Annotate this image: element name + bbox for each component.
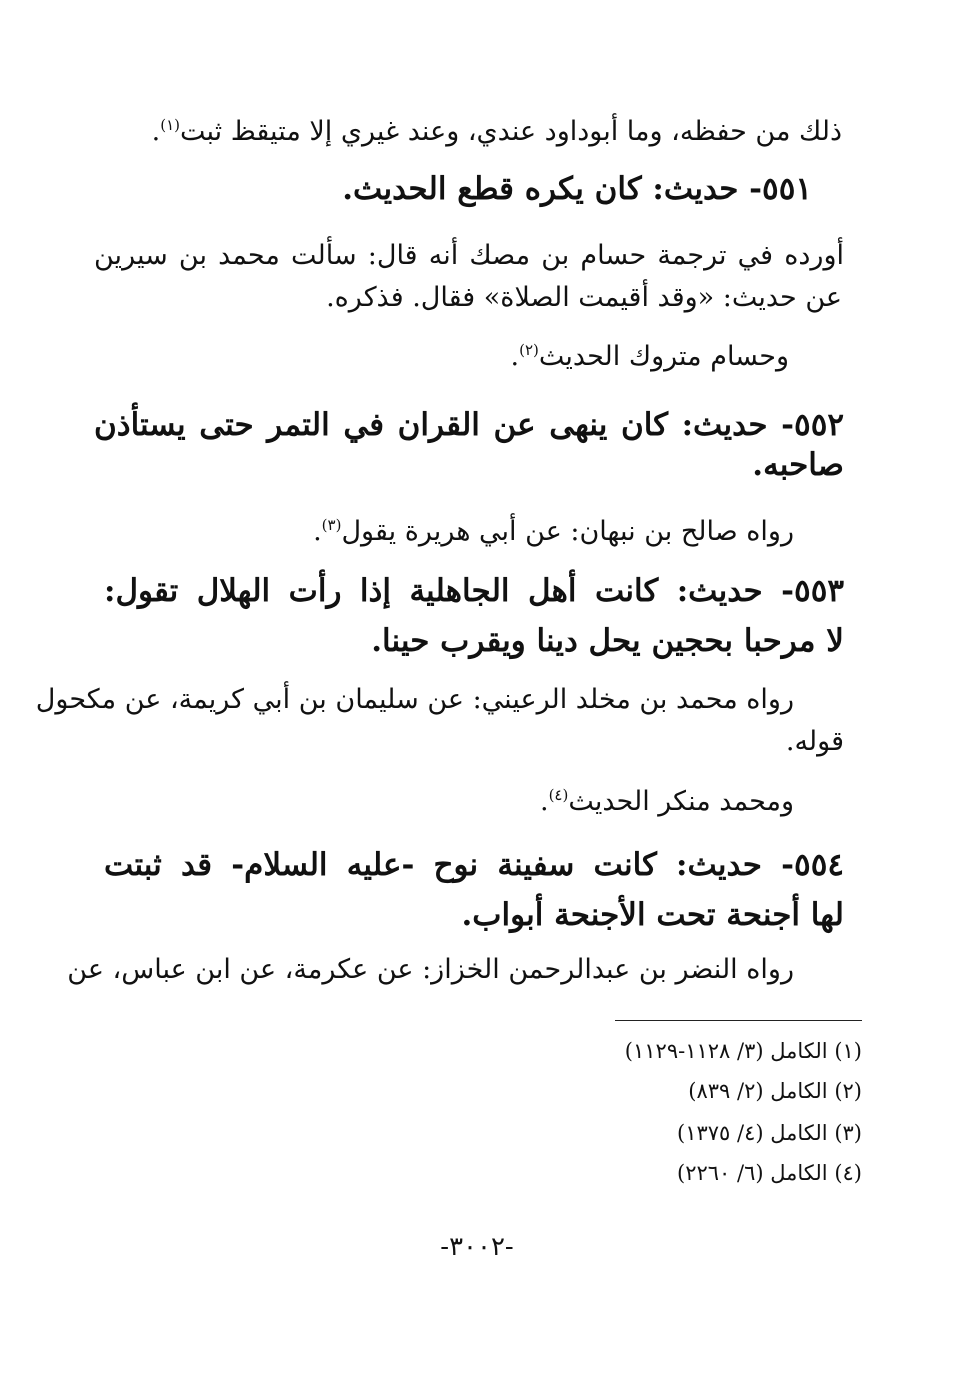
- hadith-551-body-line-2: عن حديث: «وقد أقيمت الصلاة» فقال. فذكره.: [326, 282, 842, 313]
- footnote-ref-1: (١): [160, 116, 181, 134]
- footnote-ref-4: (٤): [548, 786, 569, 804]
- hadith-552-heading-line-2: صاحبه.: [752, 447, 844, 483]
- intro-end: .: [151, 116, 161, 147]
- hadith-551-note-end: .: [510, 341, 520, 372]
- page-number: -٣٠٠٢-: [440, 1232, 514, 1262]
- hadith-551-note-text: وحسام متروك الحديث: [538, 341, 789, 372]
- hadith-553-note-end: .: [539, 786, 549, 817]
- footnote-separator: [615, 1020, 862, 1021]
- hadith-553-note-text: ومحمد منكر الحديث: [568, 786, 794, 817]
- hadith-551-heading: ٥٥١- حديث: كان يكره قطع الحديث.: [342, 171, 812, 207]
- footnote-3: (٣) الكامل (٤/ ١٣٧٥): [677, 1121, 862, 1145]
- hadith-553-body-line-1: رواه محمد بن مخلد الرعيني: عن سليمان بن أبي كريمة، عن مكحول: [35, 684, 794, 715]
- footnote-ref-2: (٢): [519, 341, 539, 359]
- hadith-552-heading-line-1: ٥٥٢- حديث: كان ينهى عن القران في التمر حتى يستأذن: [94, 407, 844, 443]
- footnote-4: (٤) الكامل (٦/ ٢٢٦٠): [677, 1161, 862, 1185]
- hadith-553-body-line-2: قوله.: [785, 726, 844, 757]
- hadith-553-body-line-3: [540, 782, 794, 822]
- footnote-2: (٢) الكامل (٢/ ٨٣٩): [688, 1079, 862, 1103]
- hadith-552-body-end: .: [313, 516, 322, 547]
- hadith-554-heading-line-1: ٥٥٤- حديث: كانت سفينة نوح -عليه السلام- قد ثبتت: [104, 847, 844, 883]
- hadith-552-body-line: [313, 512, 794, 552]
- hadith-552-body-text: رواه صالح بن نبهان: عن أبي هريرة يقول: [341, 516, 794, 547]
- hadith-551-body-line-1: أورده في ترجمة حسام بن مصك أنه قال: سألت محمد بن سيرين: [94, 240, 844, 271]
- hadith-554-heading-line-2: لها أجنحة تحت الأجنحة أبواب.: [461, 897, 844, 933]
- intro-line: [152, 112, 842, 152]
- hadith-554-body-line-1: رواه النضر بن عبدالرحمن الخزاز: عن عكرمة، عن ابن عباس، عن: [67, 954, 794, 985]
- hadith-553-heading-line-2: لا مرحبا بحجين يحل دينا ويقرب حينا.: [371, 623, 844, 659]
- hadith-553-heading-line-1: ٥٥٣- حديث: كانت أهل الجاهلية إذا رأت الهلال تقول:: [104, 573, 844, 609]
- intro-text: ذلك من حفظه، وما أبوداود عندي، وعند غيري إلا متيقظ ثبت: [180, 116, 842, 147]
- hadith-551-body-line-3: [511, 337, 789, 377]
- footnote-1: (١) الكامل (٣/ ١١٢٨-١١٢٩): [624, 1039, 862, 1063]
- footnote-ref-3: (٣): [321, 516, 342, 534]
